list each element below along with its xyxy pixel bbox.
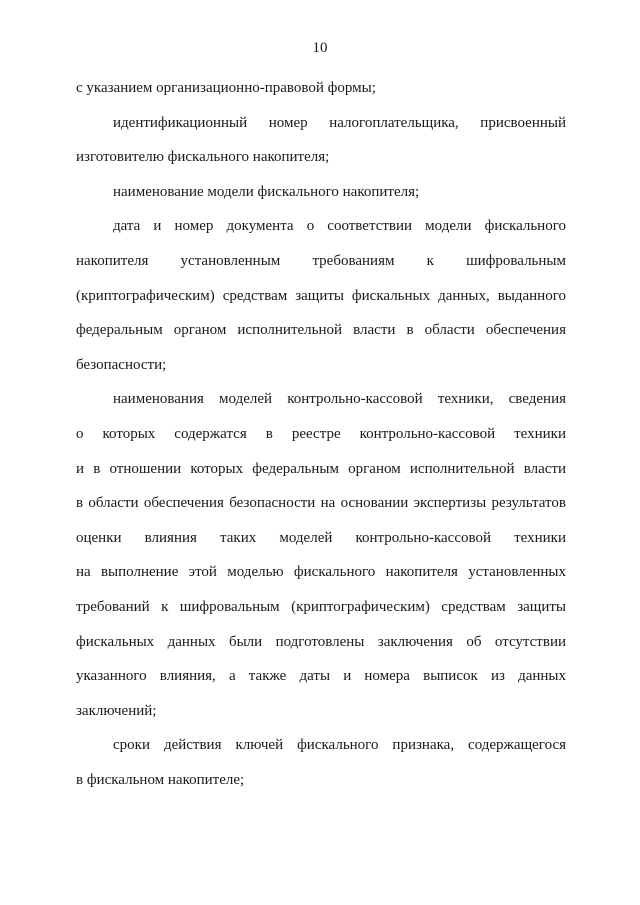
text-line: в фискальном накопителе; bbox=[76, 771, 245, 788]
text-line: наименования моделей контрольно-кассовой техники, сведения bbox=[113, 391, 566, 408]
text-line: (криптографическим) средствам защиты фискальных данных, выданного bbox=[76, 287, 566, 304]
text-line: о которых содержатся в реестре контрольно-кассовой техники bbox=[76, 425, 566, 442]
text-line: безопасности; bbox=[76, 356, 167, 373]
paragraph-key-validity bbox=[76, 728, 566, 797]
text-line: наименование модели фискального накопителя; bbox=[113, 183, 420, 200]
paragraph-taxpayer-id bbox=[76, 106, 566, 175]
text-line: изготовителю фискального накопителя; bbox=[76, 149, 330, 166]
paragraph-model-name bbox=[76, 175, 566, 210]
document-body bbox=[76, 71, 566, 797]
text-line: заключений; bbox=[76, 702, 157, 719]
paragraph-conformity-document bbox=[76, 209, 566, 382]
text-line: в области обеспечения безопасности на основании экспертизы результатов bbox=[76, 495, 566, 512]
text-line: на выполнение этой моделью фискального накопителя установленных bbox=[76, 564, 566, 581]
text-line: дата и номер документа о соответствии модели фискального bbox=[113, 218, 566, 235]
paragraph-cash-register-models bbox=[76, 382, 566, 728]
page-number: 10 bbox=[312, 40, 328, 56]
text-line: и в отношении которых федеральным органом исполнительной власти bbox=[76, 460, 566, 477]
text-line: накопителя установленным требованиям к шифровальным bbox=[76, 252, 566, 269]
text-line: фискальных данных были подготовлены заключения об отсутствии bbox=[76, 633, 566, 650]
text-line: требований к шифровальным (криптографическим) средствам защиты bbox=[76, 598, 566, 615]
text-line: указанного влияния, а также даты и номера выписок из данных bbox=[76, 668, 566, 685]
text-line: федеральным органом исполнительной власти в области обеспечения bbox=[76, 322, 566, 339]
paragraph-legal-form bbox=[76, 71, 566, 106]
text-line: сроки действия ключей фискального признака, содержащегося bbox=[113, 737, 566, 754]
text-line: оценки влияния таких моделей контрольно-кассовой техники bbox=[76, 529, 566, 546]
text-line: идентификационный номер налогоплательщика, присвоенный bbox=[113, 114, 566, 131]
text-line: с указанием организационно-правовой формы; bbox=[76, 80, 376, 96]
